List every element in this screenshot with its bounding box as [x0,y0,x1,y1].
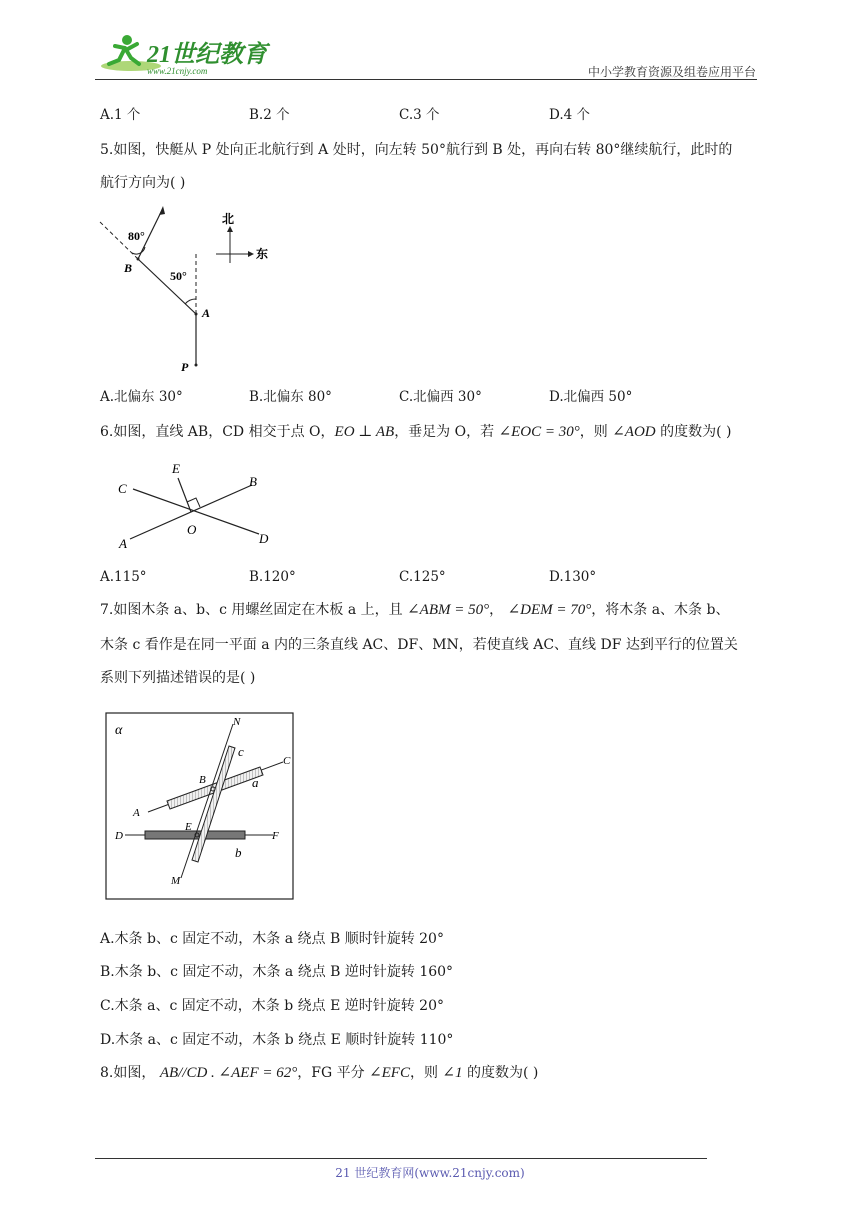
q7-math-angle-abm: ∠ABM = 50° [407,602,490,618]
q7-stick-c-label: c [238,744,244,759]
q6-math-angle-eoc: ∠EOC = 30° [498,424,580,440]
q8-text-part4: 的度数为( ) [462,1065,539,1081]
q6-point-d: D [259,531,269,546]
q7-point-b: B [199,774,206,786]
q7-text-part2: ， [489,602,508,618]
footer-text: 21 世纪教育网(www.21cnjy.com) [335,1166,525,1180]
q8-text-part2: ，FG 平分 [297,1065,370,1081]
q7-math-angle-dem: ∠DEM = 70° [507,602,592,618]
q5-angle-50-label: 50° [170,269,187,283]
q7-text-part3: ，将木条 a、木条 b、 [591,602,730,618]
q5-stem-line2: 航行方向为( ) [100,175,186,191]
q7-stick-b-label: b [235,845,242,860]
q5-point-a: A [202,306,211,320]
q7-option-a: A.木条 b、c 固定不动，木条 a 绕点 B 顺时针旋转 20° [100,931,444,947]
q7-point-n: N [233,716,241,728]
q5-stem-line1: 5.如图，快艇从 P 处向正北航行到 A 处时，向左转 50°航行到 B 处，再向右转 80°继续航行，此时的 [100,142,733,158]
q6-point-a: A [119,536,127,551]
footer-divider [95,1158,707,1159]
q5-option-c: C.北偏西 30° [399,389,482,405]
q7-stem-line1 [100,600,729,620]
q7-option-d: D.木条 a、c 固定不动，木条 b 绕点 E 顺时针旋转 110° [100,1032,454,1048]
q8-text-part1: 8.如图， [100,1065,160,1081]
q7-stem-line2: 木条 c 看作是在同一平面 a 内的三条直线 AC、DF、MN，若使直线 AC、直线 DF 达到平行的位置关 [100,637,738,653]
q6-math-angle-aod: ∠AOD [612,424,656,440]
q7-stick-a-label: a [252,775,259,790]
q6-option-c: C.125° [399,569,446,585]
q6-point-c: C [118,481,127,496]
q5-option-d: D.北偏西 50° [549,389,633,405]
q7-point-c: C [283,755,291,767]
site-logo [95,30,275,80]
q6-point-e: E [172,461,180,476]
q6-option-a: A.115° [100,569,147,585]
q4-option-d: D.4 个 [549,107,591,123]
logo-url: www.21cnjy.com [147,66,208,76]
q6-figure [110,455,280,555]
q6-text-part3: ，则 [579,424,613,440]
q6-option-d: D.130° [549,569,597,585]
q5-option-a: A.北偏东 30° [100,389,183,405]
q7-point-m: M [171,875,181,887]
q7-point-f: F [272,830,279,842]
q5-point-b: B [124,261,133,275]
compass-icon [216,226,254,263]
q7-text-part1: 7.如图木条 a、b、c 用螺丝固定在木板 a 上，且 [100,602,408,618]
header-platform-text: 中小学教育资源及组卷应用平台 [587,65,756,79]
q8-stem-line1 [100,1063,538,1083]
q8-math-angle-efc: ∠EFC [369,1065,410,1081]
q7-point-d: D [115,830,123,842]
q4-option-b: B.2 个 [249,107,290,123]
q6-stem-line1 [100,422,731,442]
q5-angle-80-label: 80° [128,229,145,243]
q6-option-b: B.120° [249,569,296,585]
q6-point-b: B [249,474,257,489]
logo-text: 21世纪教育 [147,42,267,68]
q7-option-c: C.木条 a、c 固定不动，木条 b 绕点 E 逆时针旋转 20° [100,998,444,1014]
q4-option-c: C.3 个 [399,107,440,123]
q6-text-part1: 6.如图，直线 AB，CD 相交于点 O， [100,424,335,440]
q5-east-label: 东 [256,247,269,261]
q6-text-part2: ，垂足为 O，若 [394,424,499,440]
q7-figure [105,712,295,902]
q6-point-o: O [187,522,197,537]
q5-point-p: P [181,360,189,374]
running-man-logo-icon [95,30,275,80]
q7-point-e: E [185,821,192,833]
q6-math-perpendicular: EO ⊥ AB [334,424,395,440]
q5-north-label: 北 [222,212,235,226]
q5-option-b: B.北偏东 80° [249,389,332,405]
q5-figure [95,200,275,375]
header-divider [95,79,757,80]
q4-option-a: A.1 个 [100,107,141,123]
q8-math-parallel: AB//CD . ∠AEF = 62° [159,1065,298,1081]
q7-point-a: A [133,807,140,819]
q7-stem-line3: 系则下列描述错误的是( ) [100,670,256,686]
q7-plane-alpha: α [115,723,123,738]
q6-text-part4: 的度数为( ) [655,424,732,440]
q8-math-angle-1: ∠1 [442,1065,463,1081]
q8-text-part3: ，则 [409,1065,443,1081]
q7-option-b: B.木条 b、c 固定不动，木条 a 绕点 B 逆时针旋转 160° [100,964,454,980]
